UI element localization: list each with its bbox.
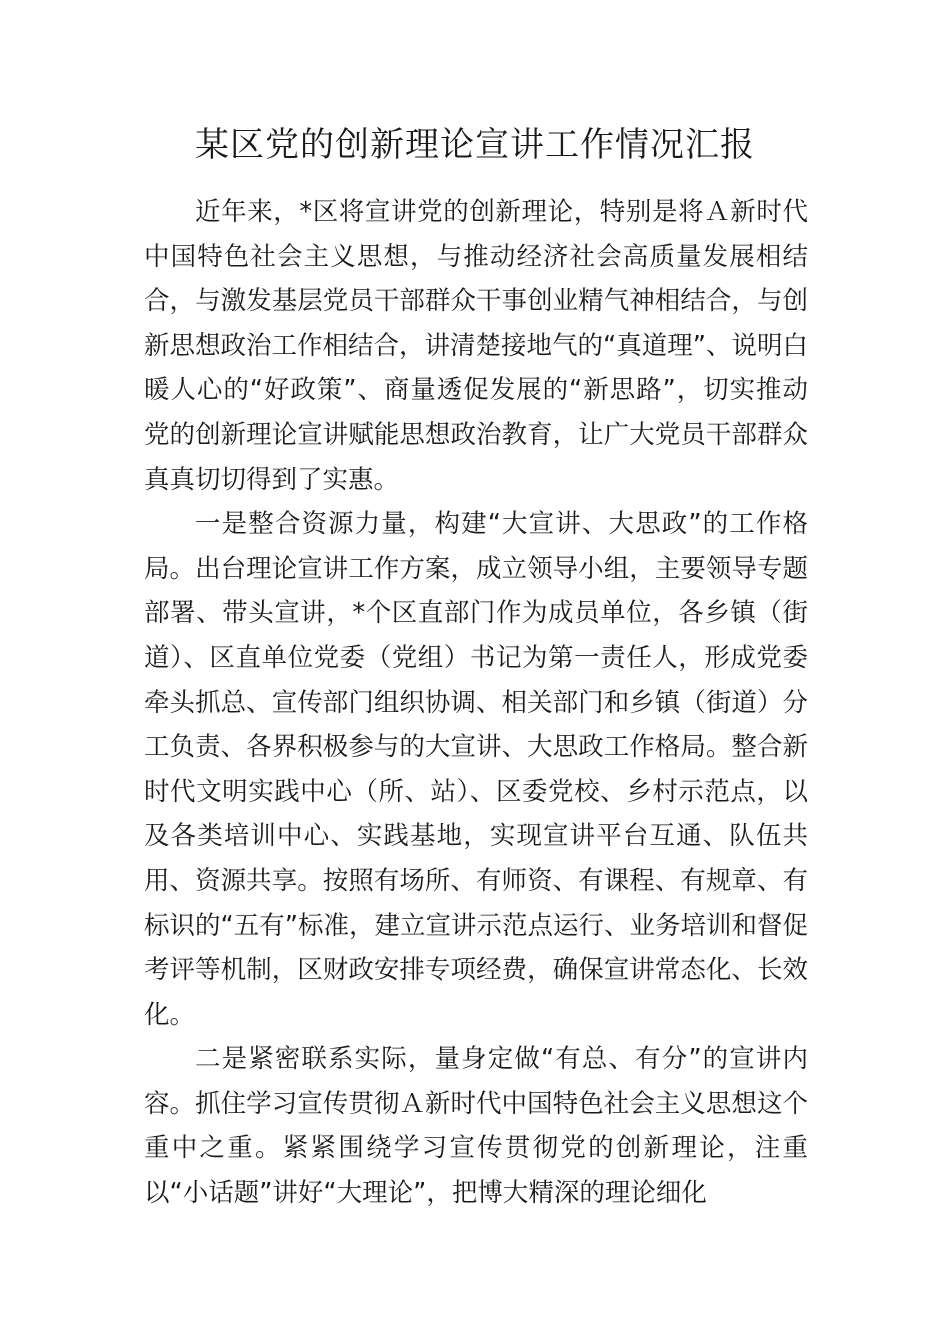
document-body <box>144 190 808 1216</box>
document-title: 某区党的创新理论宣讲工作情况汇报 <box>195 125 755 165</box>
paragraph-point-one: 一是整合资源力量，构建“大宣讲、大思政”的工作格局。出台理论宣讲工作方案，成立领导小组，主要领导专题部署、带头宣讲，*个区直部门作为成员单位，各乡镇（街道）、区直单位党委（党组）书记为第一责任人，形成党委牵头抓总、宣传部门组织协调、相关部门和乡镇（街道）分工负责、各界积极参与的大宣讲、大思政工作格局。整合新时代文明实践中心（所、站）、区委党校、乡村示范点，以及各类培训中心、实践基地，实现宣讲平台互通、队伍共用、资源共享。按照有场所、有师资、有课程、有规章、有标识的“五有”标准，建立宣讲示范点运行、业务培训和督促考评等机制，区财政安排专项经费，确保宣讲常态化、长效化。 <box>144 509 808 1030</box>
paragraph-intro: 近年来，*区将宣讲党的创新理论，特别是将Ａ新时代中国特色社会主义思想，与推动经济社会高质量发展相结合，与激发基层党员干部群众干事创业精气神相结合，与创新思想政治工作相结合，讲清楚接地气的“真道理”、说明白暖人心的“好政策”、商量透促发展的“新思路”，切实推动党的创新理论宣讲赋能思想政治教育，让广大党员干部群众真真切切得到了实惠。 <box>144 197 808 495</box>
paragraph-point-two: 二是紧密联系实际，量身定做“有总、有分”的宣讲内容。抓住学习宣传贯彻Ａ新时代中国特色社会主义思想这个重中之重。紧紧围绕学习宣传贯彻党的创新理论，注重以“小话题”讲好“大理论”，把博大精深的理论细化 <box>144 1044 808 1209</box>
